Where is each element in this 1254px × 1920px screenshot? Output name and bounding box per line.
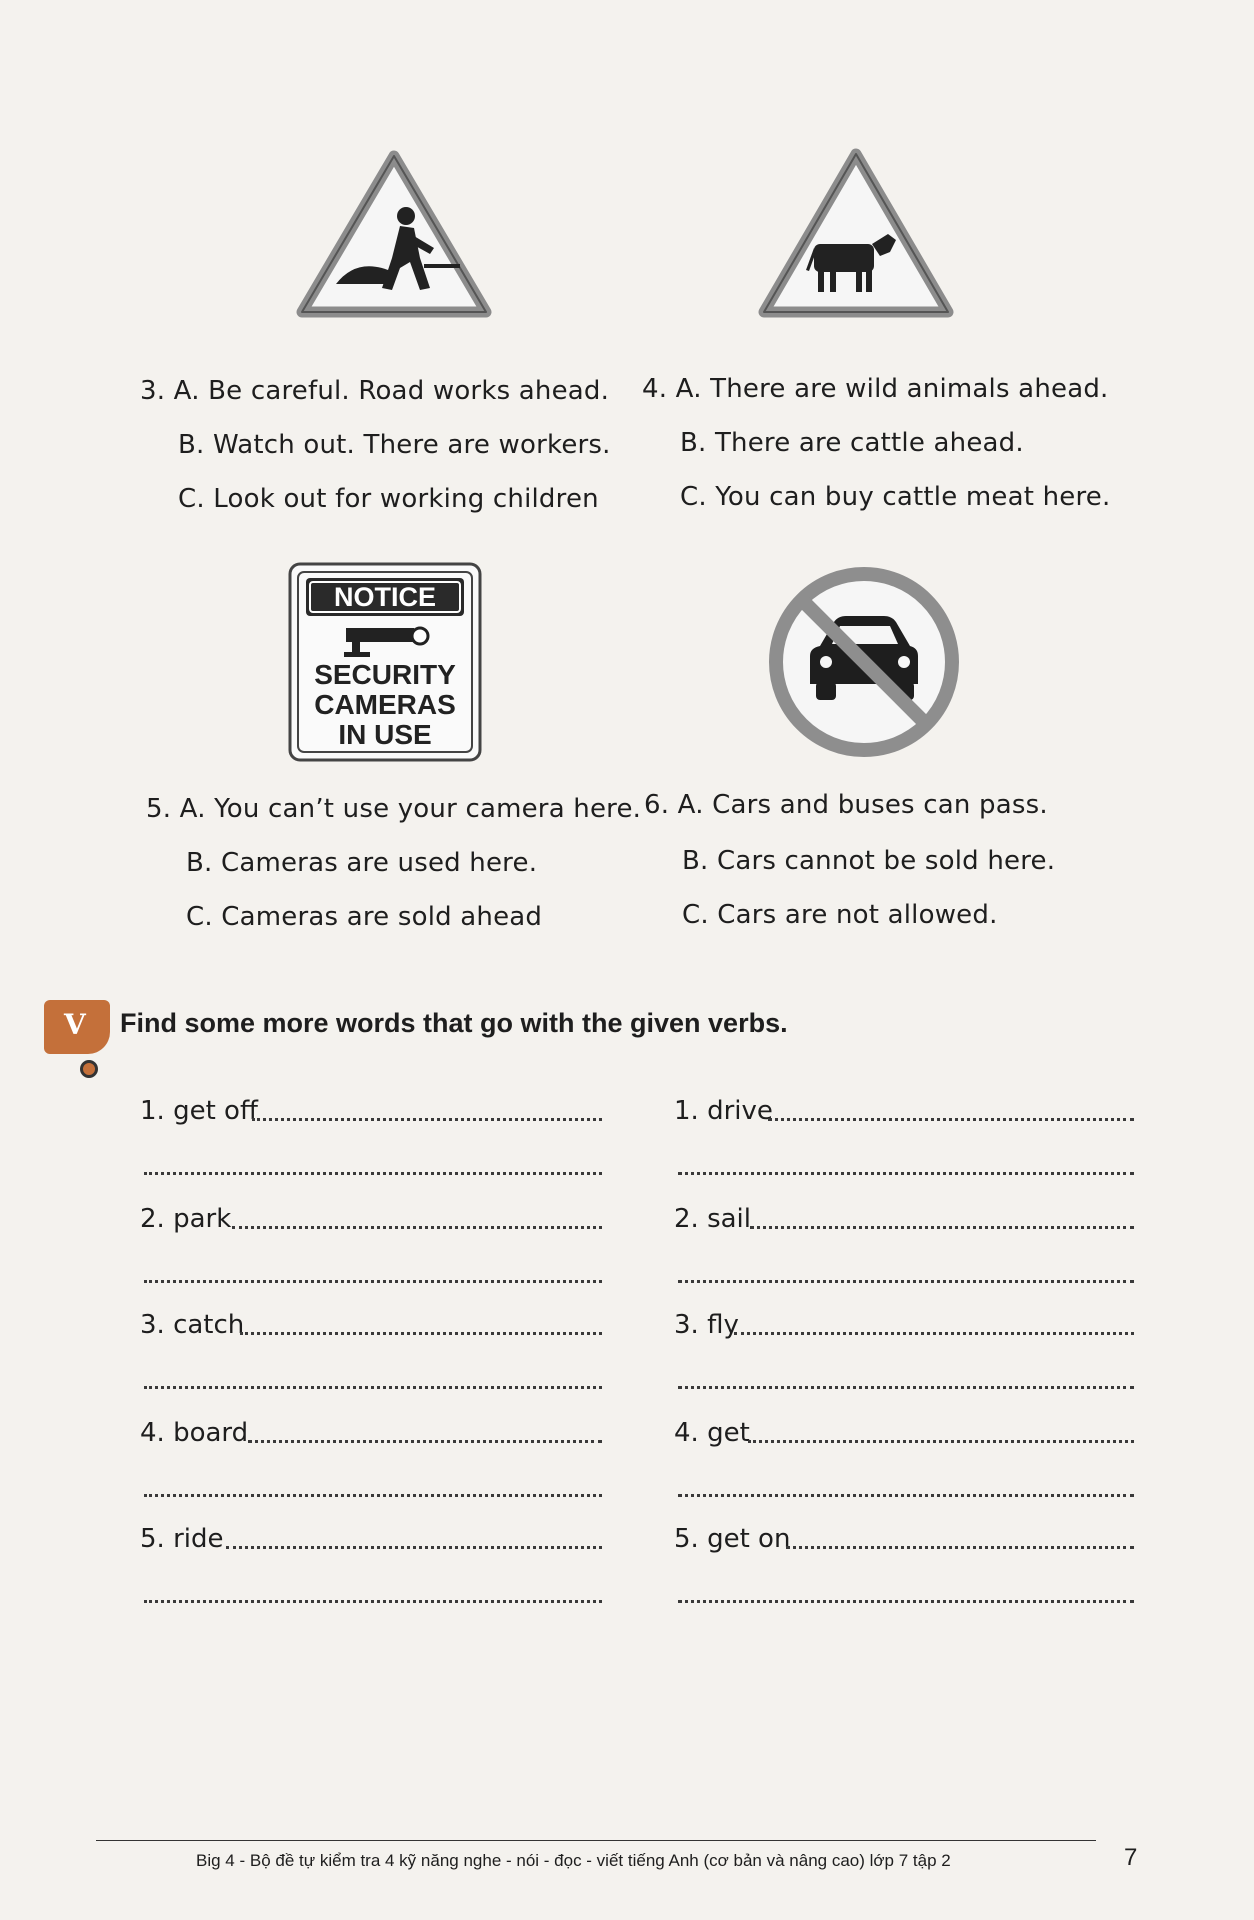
left-item-3-blank[interactable] [240, 1332, 602, 1335]
q3-option-a: 3. A. Be careful. Road works ahead. [140, 376, 610, 406]
road-works-sign [296, 150, 492, 320]
right-item-5: 5. get on [674, 1524, 791, 1554]
q5-option-b: B. Cameras are used here. [186, 848, 538, 878]
right-item-2-blank[interactable] [750, 1226, 1134, 1229]
right-item-3-blank[interactable] [734, 1332, 1134, 1335]
pin-icon [80, 1060, 98, 1078]
left-item-3-blank-2[interactable] [144, 1386, 602, 1389]
left-item-5-blank[interactable] [226, 1546, 602, 1549]
left-item-3: 3. catch [140, 1310, 245, 1340]
left-item-4-blank[interactable] [248, 1440, 602, 1443]
cattle-sign [758, 148, 954, 320]
notice-label: NOTICE [333, 582, 437, 612]
left-item-5: 5. ride [140, 1524, 224, 1554]
q4-option-b: B. There are cattle ahead. [680, 428, 1024, 458]
q6-option-c: C. Cars are not allowed. [682, 900, 998, 930]
right-item-1-blank-2[interactable] [678, 1172, 1134, 1175]
right-item-1-blank[interactable] [768, 1118, 1134, 1121]
cameras-label: CAMERAS [314, 689, 456, 720]
left-item-5-blank-2[interactable] [144, 1600, 602, 1603]
right-item-1: 1. drive [674, 1096, 773, 1126]
left-item-2: 2. park [140, 1204, 232, 1234]
security-label: SECURITY [314, 659, 456, 690]
no-cars-sign [768, 566, 960, 758]
right-item-3: 3. fly [674, 1310, 739, 1340]
q4-option-c: C. You can buy cattle meat here. [680, 482, 1111, 512]
page-number: 7 [1124, 1844, 1138, 1871]
right-item-2: 2. sail [674, 1204, 751, 1234]
right-item-5-blank-2[interactable] [678, 1600, 1134, 1603]
q6-option-b: B. Cars cannot be sold here. [682, 846, 1056, 876]
in-use-label: IN USE [338, 719, 432, 750]
left-item-2-blank-2[interactable] [144, 1280, 602, 1283]
section-number: V [64, 1008, 86, 1041]
left-item-1-blank[interactable] [252, 1118, 602, 1121]
q4-option-a: 4. A. There are wild animals ahead. [642, 374, 1109, 404]
section-title: Find some more words that go with the given verbs. [120, 1008, 788, 1038]
q6-option-a: 6. A. Cars and buses can pass. [644, 790, 1048, 820]
left-item-2-blank[interactable] [232, 1226, 602, 1229]
q5-option-c: C. Cameras are sold ahead [186, 902, 543, 932]
right-item-2-blank-2[interactable] [678, 1280, 1134, 1283]
q3-option-b: B. Watch out. There are workers. [178, 430, 611, 460]
q3-option-c: C. Look out for working children [178, 484, 599, 514]
right-item-4-blank-2[interactable] [678, 1494, 1134, 1497]
footer-book-title: Big 4 - Bộ đề tự kiểm tra 4 kỹ năng nghe - nói - đọc - viết tiếng Anh (cơ bản và nâng cao) lớp 7 tập 2 [196, 1851, 951, 1870]
right-item-4: 4. get [674, 1418, 750, 1448]
right-item-4-blank[interactable] [748, 1440, 1134, 1443]
q5-option-a: 5. A. You can’t use your camera here. [146, 794, 642, 824]
left-item-4-blank-2[interactable] [144, 1494, 602, 1497]
right-item-5-blank[interactable] [786, 1546, 1134, 1549]
left-item-4: 4. board [140, 1418, 249, 1448]
section-badge [44, 1000, 110, 1054]
footer-divider [96, 1840, 1096, 1841]
security-camera-notice-sign [288, 562, 484, 764]
left-item-1: 1. get off [140, 1096, 258, 1126]
right-item-3-blank-2[interactable] [678, 1386, 1134, 1389]
left-item-1-blank-2[interactable] [144, 1172, 602, 1175]
